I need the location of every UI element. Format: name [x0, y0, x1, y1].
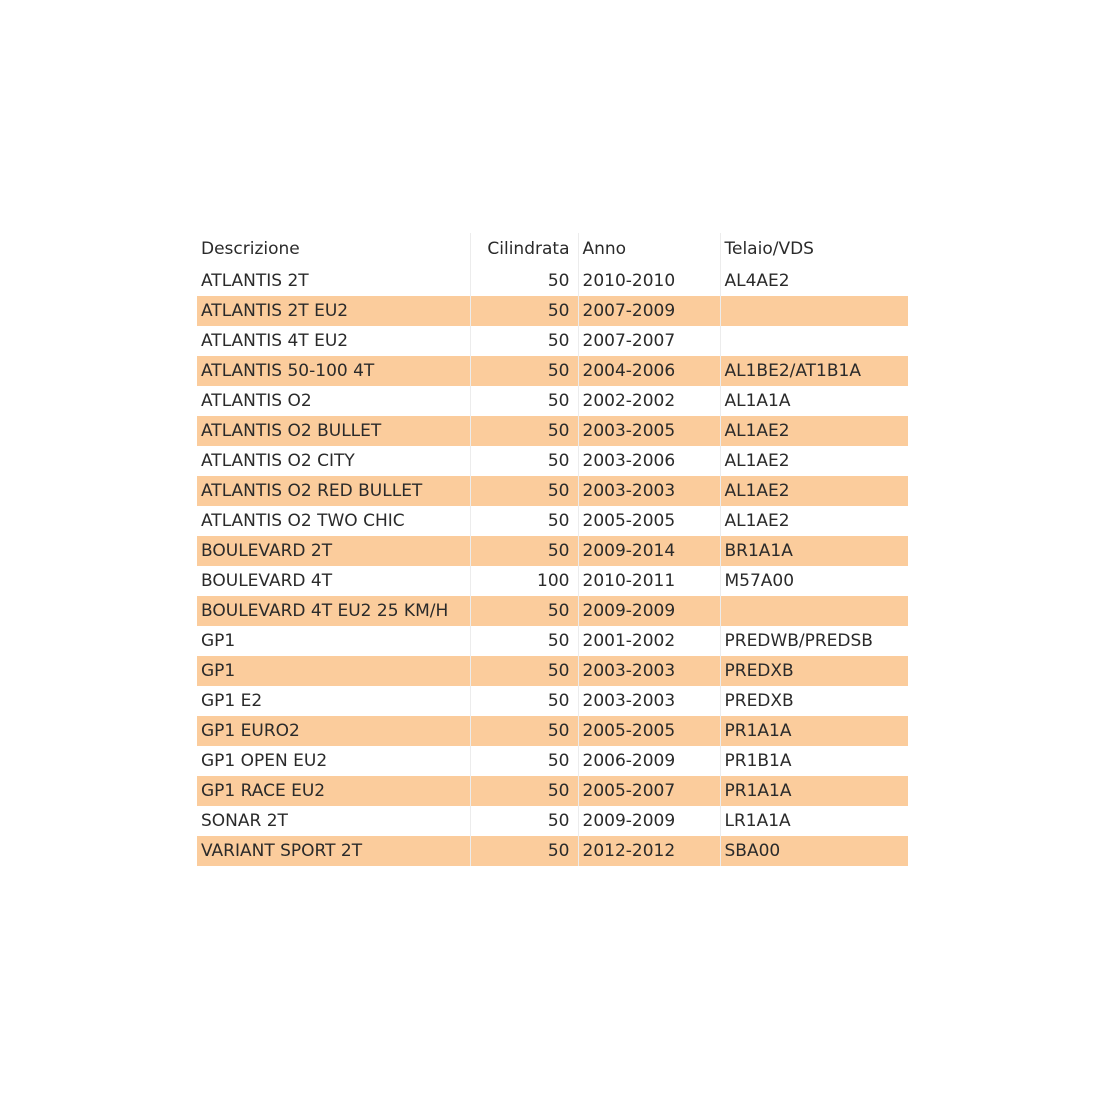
cell-displacement: 50	[470, 506, 578, 536]
cell-description: ATLANTIS 2T	[201, 271, 309, 291]
cell-frame: M57A00	[720, 566, 908, 596]
cell-description: ATLANTIS 4T EU2	[201, 331, 349, 351]
cell-frame	[720, 326, 908, 356]
cell-displacement: 50	[470, 596, 578, 626]
cell-year: 2009-2014	[578, 536, 720, 566]
table-row	[197, 656, 908, 686]
cell-year: 2006-2009	[578, 746, 720, 776]
cell-year: 2012-2012	[578, 836, 720, 866]
cell-displacement: 50	[470, 656, 578, 686]
cell-year: 2005-2005	[578, 506, 720, 536]
table-row	[197, 836, 908, 866]
cell-description: ATLANTIS O2 CITY	[201, 451, 355, 471]
table-row	[197, 266, 908, 296]
cell-frame: PR1A1A	[720, 776, 908, 806]
cell-displacement: 50	[470, 626, 578, 656]
cell-description: GP1 E2	[201, 691, 263, 711]
table-row	[197, 596, 908, 626]
cell-frame: BR1A1A	[720, 536, 908, 566]
cell-description: ATLANTIS O2 BULLET	[197, 416, 470, 446]
cell-displacement: 50	[470, 416, 578, 446]
cell-frame: PREDXB	[720, 656, 908, 686]
table-row	[197, 446, 908, 476]
cell-year: 2007-2007	[578, 326, 720, 356]
cell-year: 2003-2003	[578, 476, 720, 506]
table-row	[197, 566, 908, 596]
table-row	[197, 716, 908, 746]
cell-year: 2003-2003	[578, 686, 720, 716]
cell-description: GP1 RACE EU2	[197, 776, 470, 806]
cell-displacement: 50	[470, 536, 578, 566]
cell-displacement: 50	[470, 326, 578, 356]
cell-description: SONAR 2T	[201, 811, 288, 831]
column-header-description: Descrizione	[201, 239, 300, 259]
cell-description: GP1	[197, 656, 470, 686]
table-body	[197, 266, 908, 866]
column-header-displacement: Cilindrata	[470, 233, 578, 266]
cell-frame: LR1A1A	[720, 806, 908, 836]
table-row	[197, 416, 908, 446]
cell-year: 2002-2002	[578, 386, 720, 416]
table-row	[197, 296, 908, 326]
cell-year: 2004-2006	[578, 356, 720, 386]
cell-frame	[720, 296, 908, 326]
cell-frame: PR1B1A	[720, 746, 908, 776]
cell-frame: AL1AE2	[720, 476, 908, 506]
cell-year: 2001-2002	[578, 626, 720, 656]
cell-displacement: 50	[470, 806, 578, 836]
cell-displacement: 50	[470, 296, 578, 326]
cell-frame: PR1A1A	[720, 716, 908, 746]
table-header-row	[197, 233, 908, 266]
table-row	[197, 806, 908, 836]
column-header-year: Anno	[578, 233, 720, 266]
cell-description: ATLANTIS O2	[201, 391, 312, 411]
cell-year: 2003-2006	[578, 446, 720, 476]
cell-frame: AL1AE2	[720, 416, 908, 446]
cell-frame: PREDWB/PREDSB	[720, 626, 908, 656]
cell-description: ATLANTIS 2T EU2	[197, 296, 470, 326]
cell-displacement: 50	[470, 746, 578, 776]
cell-year: 2003-2005	[578, 416, 720, 446]
cell-displacement: 50	[470, 836, 578, 866]
cell-frame: AL1BE2/AT1B1A	[720, 356, 908, 386]
cell-year: 2005-2007	[578, 776, 720, 806]
cell-year: 2005-2005	[578, 716, 720, 746]
table-row	[197, 476, 908, 506]
table-row	[197, 776, 908, 806]
table-row	[197, 326, 908, 356]
cell-displacement: 100	[470, 566, 578, 596]
cell-displacement: 50	[470, 446, 578, 476]
cell-frame: AL4AE2	[720, 266, 908, 296]
cell-description: ATLANTIS 50-100 4T	[197, 356, 470, 386]
table-row	[197, 356, 908, 386]
table-row	[197, 536, 908, 566]
cell-year: 2010-2011	[578, 566, 720, 596]
cell-displacement: 50	[470, 776, 578, 806]
table-row	[197, 626, 908, 656]
cell-year: 2009-2009	[578, 806, 720, 836]
table-row	[197, 746, 908, 776]
cell-displacement: 50	[470, 386, 578, 416]
cell-description: BOULEVARD 2T	[197, 536, 470, 566]
cell-description: VARIANT SPORT 2T	[197, 836, 470, 866]
cell-displacement: 50	[470, 716, 578, 746]
cell-displacement: 50	[470, 266, 578, 296]
cell-description: BOULEVARD 4T EU2 25 KM/H	[197, 596, 470, 626]
cell-description: GP1	[201, 631, 236, 651]
cell-year: 2003-2003	[578, 656, 720, 686]
cell-frame: SBA00	[720, 836, 908, 866]
cell-displacement: 50	[470, 686, 578, 716]
cell-displacement: 50	[470, 476, 578, 506]
table-row	[197, 506, 908, 536]
cell-displacement: 50	[470, 356, 578, 386]
cell-frame	[720, 596, 908, 626]
cell-description: BOULEVARD 4T	[201, 571, 333, 591]
cell-year: 2007-2009	[578, 296, 720, 326]
cell-year: 2010-2010	[578, 266, 720, 296]
cell-description: GP1 EURO2	[197, 716, 470, 746]
cell-year: 2009-2009	[578, 596, 720, 626]
cell-frame: AL1AE2	[720, 506, 908, 536]
cell-frame: AL1A1A	[720, 386, 908, 416]
cell-description: ATLANTIS O2 TWO CHIC	[201, 511, 405, 531]
vehicle-compatibility-table	[197, 233, 908, 866]
table-row	[197, 686, 908, 716]
table-row	[197, 386, 908, 416]
cell-description: GP1 OPEN EU2	[201, 751, 328, 771]
cell-description: ATLANTIS O2 RED BULLET	[197, 476, 470, 506]
cell-frame: PREDXB	[720, 686, 908, 716]
column-header-frame: Telaio/VDS	[720, 233, 908, 266]
cell-frame: AL1AE2	[720, 446, 908, 476]
